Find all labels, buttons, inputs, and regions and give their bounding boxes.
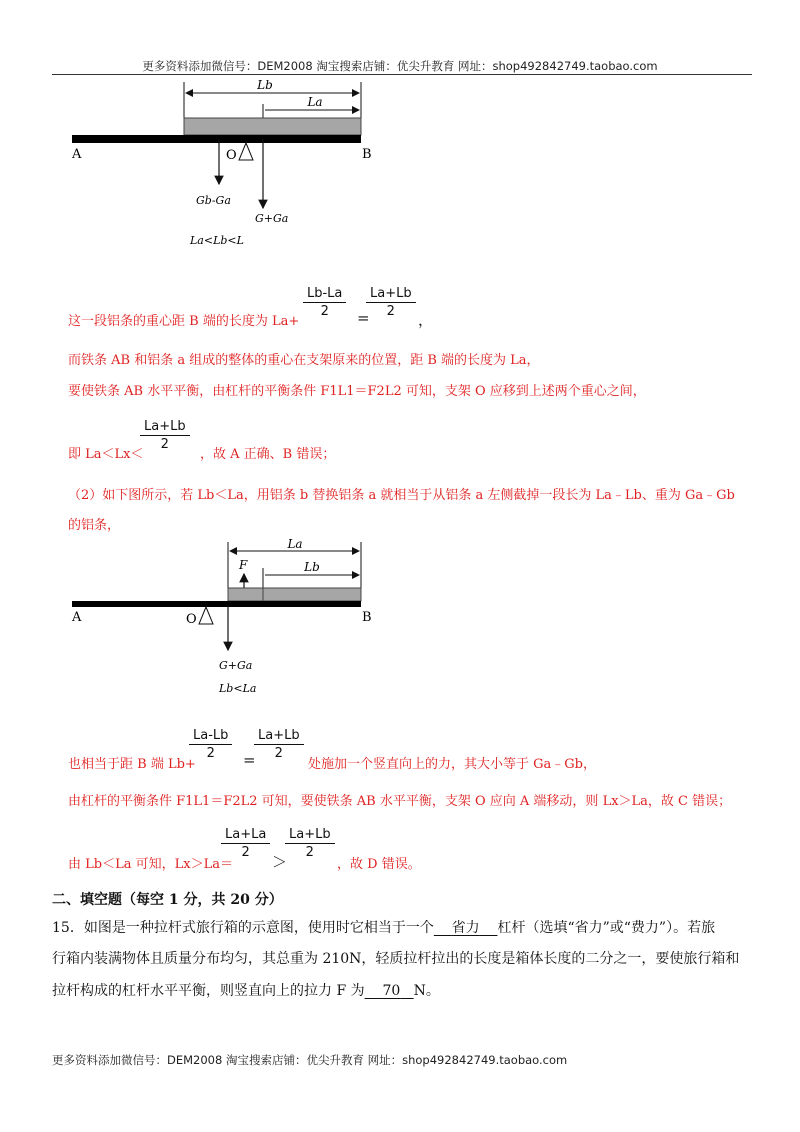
force-label-f: F xyxy=(239,558,248,572)
aluminum-strip xyxy=(184,118,361,135)
aluminum-strip xyxy=(228,588,361,601)
line-8: 由杠杆的平衡条件 F1L1＝F2L2 可知，要使铁条 AB 水平平衡，支架 O 应向 A 端移动，则 Lx＞La，故 C 错误； xyxy=(68,794,732,809)
line-3: 要使铁条 AB 水平平衡，由杠杆的平衡条件 F1L1＝F2L2 可知，支架 O 应移到上述两个重心之间， xyxy=(68,384,646,399)
label-la: La xyxy=(307,95,323,109)
fraction-denominator: 2 xyxy=(206,746,215,761)
greater-than-sign: ＞ xyxy=(272,853,288,871)
q15-text-a: 15．如图是一种拉杆式旅行箱的示意图，使用时它相当于一个 xyxy=(52,920,434,936)
fraction-numerator: La-Lb xyxy=(193,728,229,743)
lever-diagram-1 xyxy=(60,76,380,256)
line-4 xyxy=(68,443,143,462)
fraction xyxy=(140,419,190,452)
question-15-line-1 xyxy=(52,917,715,937)
answer-blank-1 xyxy=(434,917,498,937)
line-7-text-a: 也相当于距 B 端 Lb+ xyxy=(68,757,196,772)
fraction-numerator: La+Lb xyxy=(144,419,186,434)
page-footer: 更多资料添加微信号：DEM2008 淘宝搜索店铺：优尖升教育 网址：shop492842749.taobao.com xyxy=(52,1053,568,1067)
fraction-numerator: La+Lb xyxy=(258,728,300,743)
label-a: A xyxy=(72,147,82,162)
line-1-text: 这一段铝条的重心距 B 端的长度为 La+ xyxy=(68,314,300,329)
fraction xyxy=(366,286,416,319)
answer-2: 70 xyxy=(382,983,401,999)
iron-bar xyxy=(72,601,361,607)
label-a: A xyxy=(72,610,82,625)
fraction-denominator: 2 xyxy=(241,845,250,860)
force-label-2: G+Ga xyxy=(255,212,289,225)
force-label: G+Ga xyxy=(219,659,253,672)
condition-label: La<Lb<L xyxy=(190,234,244,247)
label-lb: Lb xyxy=(257,78,273,92)
line-6: 的铝条， xyxy=(68,518,121,533)
fraction-denominator: 2 xyxy=(160,437,169,452)
fraction-denominator: 2 xyxy=(274,746,283,761)
line-9-text-b: ，故 D 错误。 xyxy=(337,857,421,872)
header-divider xyxy=(52,74,752,75)
q15-text-b: 杠杆（选填“省力”或“费力”）。若旅 xyxy=(497,920,716,936)
answer-blank-2 xyxy=(365,983,414,999)
line-9 xyxy=(68,853,233,872)
force-label-1: Gb-Ga xyxy=(196,194,231,207)
equals-sign: = xyxy=(357,309,370,327)
line-4-text-b: ，故 A 正确、B 错误； xyxy=(200,447,336,462)
fraction xyxy=(303,286,346,319)
line-2: 而铁条 AB 和铝条 a 组成的整体的重心在支架原来的位置，距 B 端的长度为 La， xyxy=(68,353,540,368)
fraction xyxy=(189,728,232,761)
fraction-denominator: 2 xyxy=(386,304,395,319)
label-la: La xyxy=(287,538,303,551)
label-o: O xyxy=(186,612,197,627)
line-5: （2）如下图所示，若 Lb＜La，用铝条 b 替换铝条 a 就相当于从铝条 a 左侧截掉一段长为 La﹣Lb、重为 Ga﹣Gb xyxy=(68,488,735,503)
fraction-numerator: Lb-La xyxy=(307,286,343,301)
line-7 xyxy=(68,753,196,772)
fulcrum-icon xyxy=(239,143,253,160)
page-header: 更多资料添加微信号：DEM2008 淘宝搜索店铺：优尖升教育 网址：shop492842749.taobao.com xyxy=(142,59,658,73)
fraction-denominator: 2 xyxy=(305,845,314,860)
fraction-numerator: La+La xyxy=(225,827,267,842)
label-o: O xyxy=(226,148,237,163)
label-b: B xyxy=(362,610,372,625)
label-b: B xyxy=(362,147,372,162)
q15-text-c: 拉杆构成的杠杆水平平衡，则竖直向上的拉力 F 为 xyxy=(52,983,365,999)
fraction xyxy=(254,728,304,761)
iron-bar xyxy=(72,135,361,143)
line-4-text-a: 即 La＜Lx＜ xyxy=(68,447,144,462)
lever-diagram-2 xyxy=(60,538,390,708)
question-15-line-2: 行箱内装满物体且质量分布均匀，其总重为 210N，轻质拉杆拉出的长度是箱体长度的二分之一，要使旅行箱和 xyxy=(52,951,740,967)
equals-sign: = xyxy=(243,751,256,769)
fraction xyxy=(285,827,335,860)
q15-text-d: N。 xyxy=(413,983,440,999)
line-1 xyxy=(68,310,299,329)
fraction-numerator: La+Lb xyxy=(370,286,412,301)
fraction-numerator: La+Lb xyxy=(289,827,331,842)
comma: ， xyxy=(418,311,434,329)
answer-1: 省力 xyxy=(451,920,480,936)
question-15-line-3 xyxy=(52,980,440,1000)
line-9-text-a: 由 Lb＜La 可知，Lx＞La＝ xyxy=(68,857,233,872)
label-lb: Lb xyxy=(304,560,320,574)
fulcrum-icon xyxy=(199,607,213,624)
condition-label: Lb<La xyxy=(219,682,257,695)
fraction xyxy=(221,827,270,860)
section-title: 二、填空题（每空 1 分，共 20 分） xyxy=(52,892,283,908)
line-7-text-b: 处施加一个竖直向上的力，其大小等于 Ga﹣Gb， xyxy=(308,757,596,772)
fraction-denominator: 2 xyxy=(320,304,329,319)
